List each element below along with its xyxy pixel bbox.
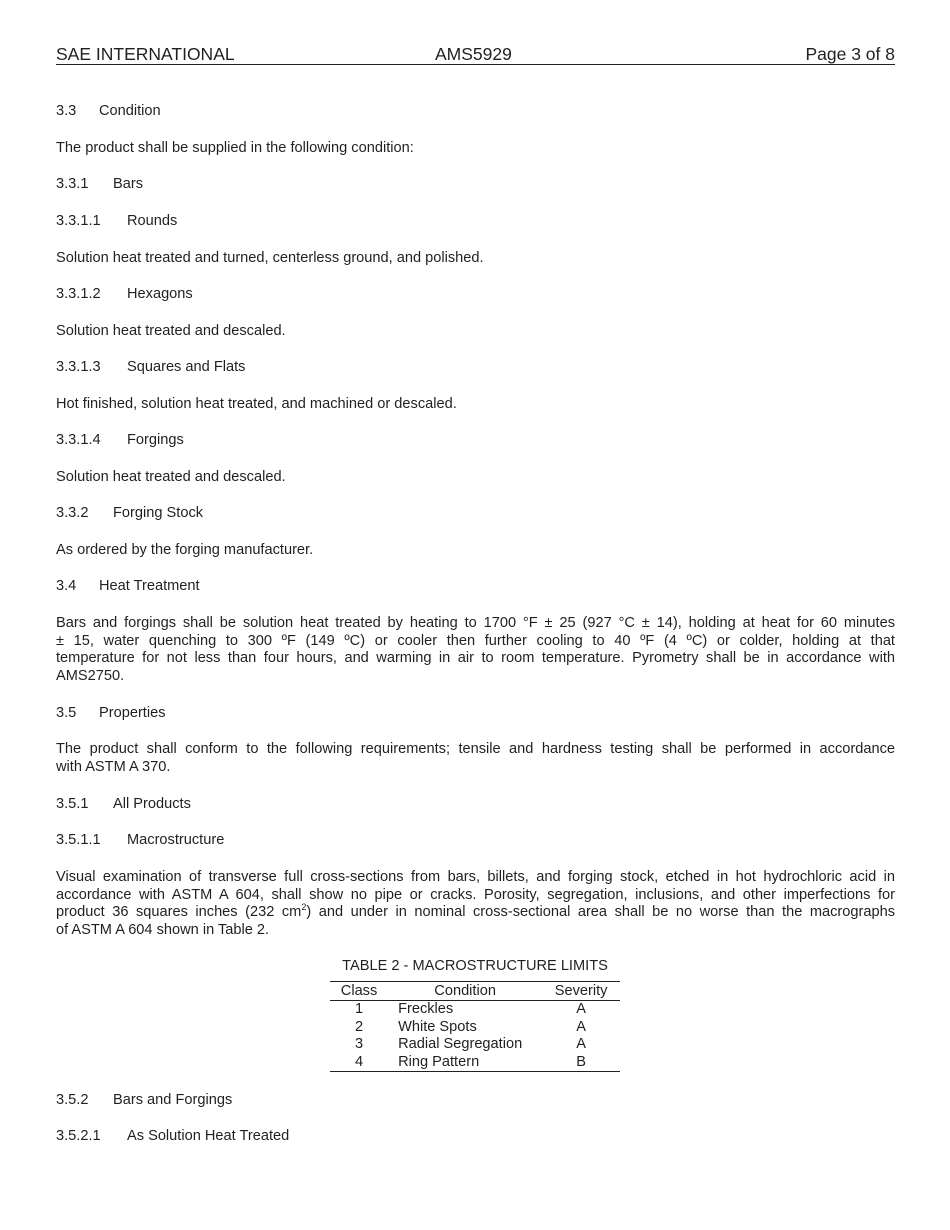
cell-severity: A: [576, 1036, 586, 1052]
superscript: 2: [301, 902, 307, 912]
paragraph-3-4: [56, 615, 895, 685]
section-title: Hexagons: [127, 286, 193, 302]
paragraph-3-3-1-1: Solution heat treated and turned, centerless ground, and polished.: [56, 250, 484, 266]
paragraph-line: Bars and forgings shall be solution heat treated by heating to 1700 °F ± 25 (927 °C ± 14), holding at heat for 60 minutes: [56, 615, 895, 631]
cell-severity: A: [576, 1018, 586, 1035]
section-heading-3-3-2: [56, 505, 203, 523]
paragraph-line: [56, 904, 895, 922]
table-row: [330, 1001, 620, 1019]
paragraph-3-3: The product shall be supplied in the following condition:: [56, 140, 414, 156]
cell-class: 1: [354, 1001, 364, 1017]
header-page-number: Page 3 of 8: [805, 44, 895, 64]
section-number: 3.3.2: [56, 505, 89, 521]
section-heading-3-3-1-3: [56, 359, 245, 377]
section-heading-3-3-1-2: [56, 286, 193, 304]
section-title: Forgings: [127, 432, 184, 448]
section-number: 3.3.1: [56, 176, 89, 192]
cell-class: 2: [354, 1018, 364, 1035]
section-title: Forging Stock: [113, 505, 204, 521]
section-number: 3.5.1.1: [56, 832, 101, 848]
paragraph-line: of ASTM A 604 shown in Table 2.: [56, 921, 270, 938]
section-title: All Products: [113, 796, 191, 812]
section-title: Condition: [99, 103, 161, 119]
section-title: Bars and Forgings: [113, 1092, 233, 1108]
section-heading-3-5: [56, 705, 166, 723]
section-number: 3.5.2: [56, 1092, 89, 1108]
cell-class: 4: [330, 1054, 388, 1072]
column-header-severity: Severity: [542, 982, 620, 1001]
paragraph-3-3-1-4: Solution heat treated and descaled.: [56, 469, 286, 485]
section-number: 3.3.1.1: [56, 213, 101, 229]
table-row: [330, 1019, 620, 1037]
macrostructure-limits-table: [330, 981, 620, 1072]
page-header: [56, 44, 895, 65]
section-heading-3-3-1-1: [56, 213, 177, 231]
section-number: 3.5.2.1: [56, 1128, 101, 1144]
paragraph-3-5-1-1: [56, 869, 895, 939]
section-title: Bars: [113, 176, 144, 192]
section-title: Rounds: [127, 213, 178, 229]
column-header-condition: Condition: [388, 982, 542, 1001]
section-heading-3-5-2-1: [56, 1128, 289, 1146]
section-heading-3-5-2: [56, 1092, 232, 1110]
cell-severity: B: [542, 1054, 620, 1072]
section-number: 3.5.1: [56, 796, 89, 812]
paragraph-3-3-2: As ordered by the forging manufacturer.: [56, 542, 314, 558]
section-heading-3-4: [56, 578, 200, 596]
paragraph-line: The product shall conform to the following requirements; tensile and hardness testing shall be performed in accordance: [56, 741, 895, 757]
section-heading-3-3-1: [56, 176, 143, 194]
section-number: 3.3: [56, 103, 77, 119]
cell-condition: White Spots: [398, 1018, 477, 1035]
table-header-row: [330, 982, 620, 1001]
section-title: Squares and Flats: [127, 359, 246, 375]
cell-condition: Radial Segregation: [398, 1036, 523, 1052]
section-number: 3.5: [56, 705, 77, 721]
cell-class: 3: [354, 1036, 364, 1052]
section-heading-3-5-1-1: [56, 832, 224, 850]
paragraph-line: AMS2750.: [56, 667, 125, 684]
section-title: As Solution Heat Treated: [127, 1128, 290, 1144]
paragraph-line: ± 15, water quenching to 300 ºF (149 ºC) or cooler then further cooling to 40 ºF (4 ºC) or colder, holding at that: [56, 632, 895, 649]
line-text: ) and under in nominal cross-sectional area shall be no worse than the macrographs: [306, 904, 896, 920]
section-number: 3.3.1.3: [56, 359, 101, 375]
paragraph-3-5: [56, 741, 895, 776]
line-text: product 36 squares inches (232 cm: [56, 904, 302, 920]
column-header-class: Class: [330, 982, 388, 1001]
section-heading-3-5-1: [56, 796, 191, 814]
table-title: TABLE 2 - MACROSTRUCTURE LIMITS: [342, 958, 608, 974]
header-document-number: AMS5929: [435, 44, 512, 64]
paragraph-line: Visual examination of transverse full cross-sections from bars, billets, and forging stock, etched in hot hydrochloric acid in: [56, 869, 895, 885]
paragraph-3-3-1-2: Solution heat treated and descaled.: [56, 323, 286, 339]
section-title: Properties: [99, 705, 166, 721]
paragraph-3-3-1-3: Hot finished, solution heat treated, and machined or descaled.: [56, 396, 457, 412]
section-title: Macrostructure: [127, 832, 225, 848]
cell-condition: Freckles: [398, 1001, 454, 1017]
section-number: 3.4: [56, 578, 77, 594]
paragraph-line: temperature for not less than four hours, and warming in air to room temperature. Pyrometry shall be in accordance with: [56, 650, 895, 666]
section-number: 3.3.1.2: [56, 286, 101, 302]
header-organization: SAE INTERNATIONAL: [56, 44, 235, 64]
table-row: [330, 1054, 620, 1072]
paragraph-line: with ASTM A 370.: [56, 758, 171, 775]
cell-condition: Ring Pattern: [388, 1054, 542, 1072]
section-number: 3.3.1.4: [56, 432, 101, 448]
section-heading-3-3: [56, 103, 161, 121]
section-heading-3-3-1-4: [56, 432, 184, 450]
cell-severity: A: [576, 1001, 586, 1017]
paragraph-line: accordance with ASTM A 604, shall show no pipe or cracks. Porosity, segregation, inclusions, and other imperfections for: [56, 886, 895, 903]
section-title: Heat Treatment: [99, 578, 200, 594]
table-row: [330, 1036, 620, 1054]
